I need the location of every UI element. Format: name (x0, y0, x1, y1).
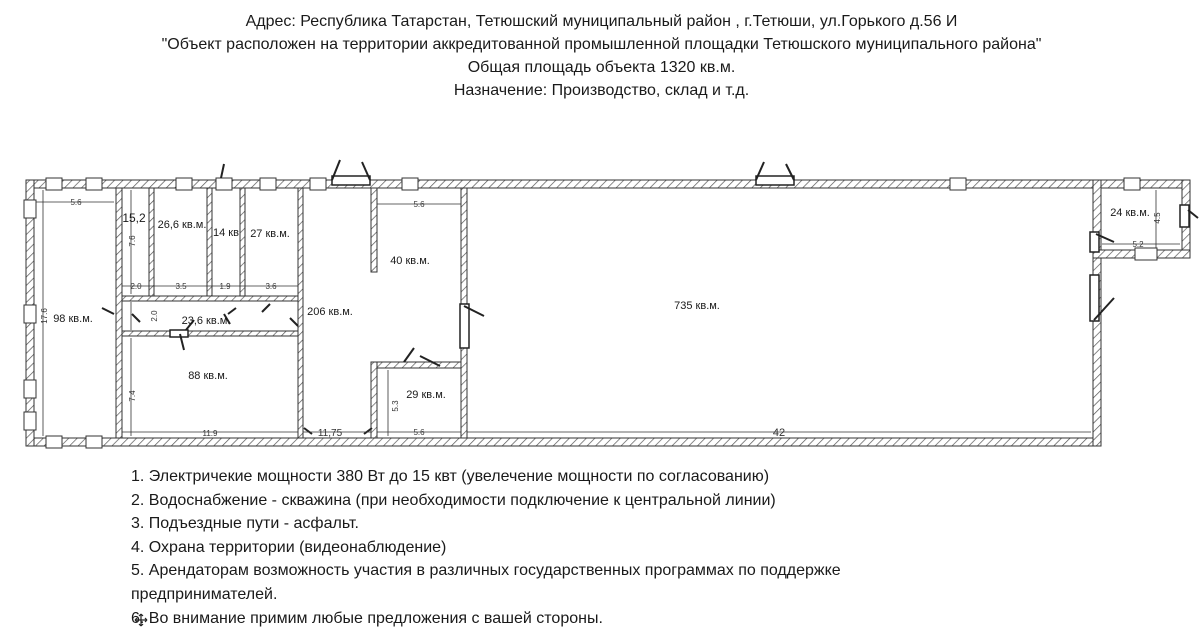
room-14-label: 14 кв (213, 227, 239, 239)
room-29-label: 29 кв.м. (406, 389, 446, 401)
dim-5-6-a: 5.6 (70, 198, 82, 207)
note-item: 6. Во внимание примим любые предложения с вашей стороны. (131, 609, 603, 627)
room-206-label: 206 кв.м. (307, 306, 353, 318)
dim-5-3: 5.3 (391, 400, 400, 412)
note-item: предпринимателей. (131, 585, 278, 603)
dim-5-6-c: 5.6 (413, 428, 425, 437)
location-note-line: "Объект расположен на территории аккредитованной промышленной площадки Тетюшского муниципального района" (161, 36, 1042, 53)
note-item: 2. Водоснабжение - скважина (при необходимости подключение к центральной линии) (131, 491, 776, 509)
notes-list (131, 465, 841, 630)
dim-2-0-b: 2.0 (150, 310, 159, 322)
dim-3-5: 3.5 (175, 282, 187, 291)
note-item: 3. Подъездные пути - асфальт. (131, 515, 359, 533)
dim-4-5: 4.5 (1153, 212, 1162, 224)
header (0, 10, 1203, 102)
move-cursor-icon (134, 613, 148, 627)
purpose-line: Назначение: Производство, склад и т.д. (453, 82, 750, 99)
room-23-label: 23,6 кв.м. (181, 315, 231, 327)
dim-2-0-a: 2.0 (130, 282, 142, 291)
dim-7-4: 7.4 (128, 390, 137, 402)
room-15-label: 15,2 (122, 211, 146, 225)
dim-5-6-b: 5.6 (413, 200, 425, 209)
dim-1-9: 1.9 (219, 282, 231, 291)
room-labels (53, 207, 1150, 401)
dim-42: 42 (772, 427, 786, 439)
dim-7-6: 7.6 (128, 235, 137, 247)
dim-11-75: 11,75 (317, 428, 343, 439)
note-item: 1. Электричекие мощности 380 Вт до 15 квт (увелечение мощности по согласованию) (131, 468, 770, 485)
dim-3-6: 3.6 (265, 282, 277, 291)
dim-17-6: 17.6 (40, 308, 49, 324)
total-area-line: Общая площадь объекта 1320 кв.м. (467, 59, 736, 76)
room-24-label: 24 кв.м. (1110, 207, 1150, 219)
room-735-label: 735 кв.м. (674, 300, 720, 312)
floor-plan (0, 150, 1203, 465)
room-26-label: 26,6 кв.м. (157, 219, 207, 231)
room-27-label: 27 кв.м. (250, 228, 290, 240)
address-line: Адрес: Республика Татарстан, Тетюшский муниципальный район , г.Тетюши, ул.Горького д.56 И (245, 13, 958, 30)
room-98-label: 98 кв.м. (53, 313, 93, 325)
dim-5-2: 5.2 (1132, 240, 1144, 249)
dim-11-9: 11.9 (202, 429, 218, 438)
room-88-label: 88 кв.м. (188, 370, 228, 382)
room-40-label: 40 кв.м. (390, 255, 430, 267)
note-item: 5. Арендаторам возможность участия в различных государственных программах по поддержке (131, 562, 841, 580)
note-item: 4. Охрана территории (видеонаблюдение) (131, 538, 447, 556)
